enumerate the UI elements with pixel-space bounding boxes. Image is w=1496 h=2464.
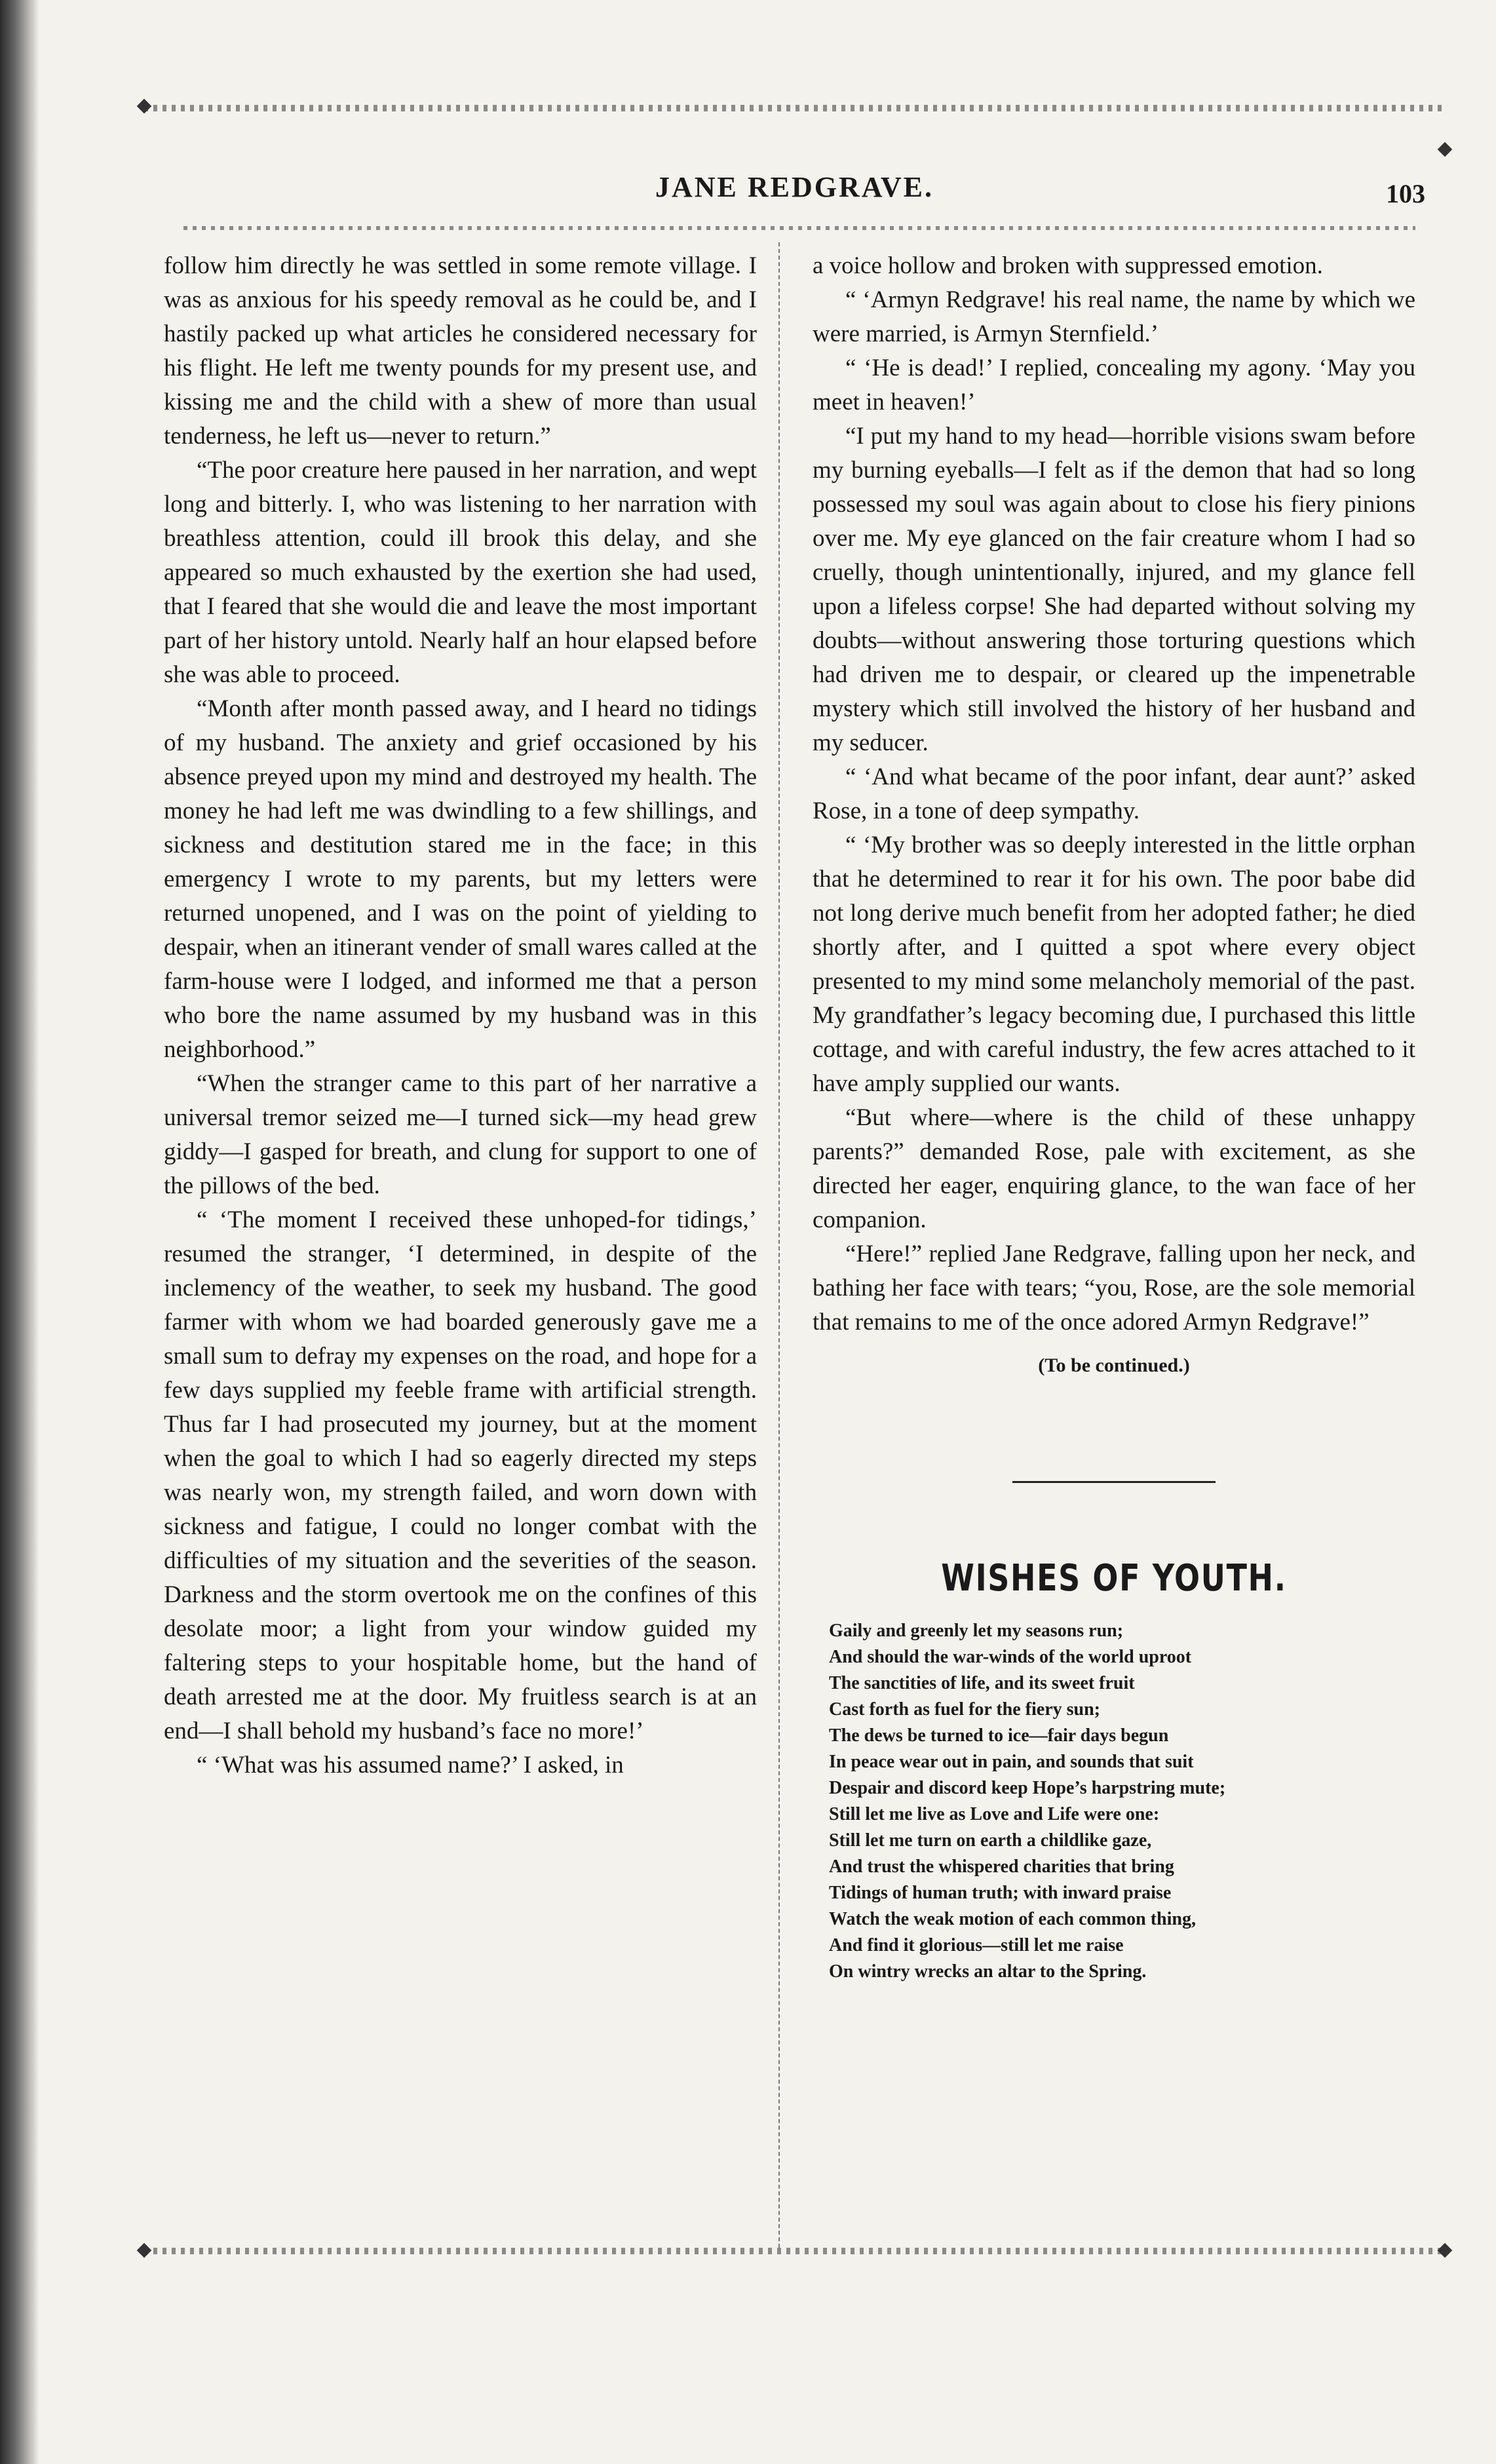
- corner-ornament-bottom-right-icon: [1438, 2243, 1453, 2258]
- poem-line: Still let me live as Love and Life were one:: [829, 1804, 1160, 1824]
- running-title: JANE REDGRAVE.: [655, 171, 934, 203]
- top-border-ornament: [144, 105, 1445, 111]
- corner-ornament-bottom-left-icon: [137, 2243, 152, 2258]
- column-divider: [778, 242, 780, 2248]
- paragraph: follow him directly he was settled in some remote village. I was as anxious for his speedy removal as he could be, and I hastily packed up what articles he considered necessary for his flight. He left me twenty pounds for my present use, and kissing me and the child with a shew of more than usual tenderness, he left us—never to return.”: [164, 252, 757, 450]
- paragraph: “ ‘He is dead!’ I replied, concealing my agony. ‘May you meet in heaven!’: [813, 355, 1415, 415]
- poem-title: WISHES OF YOUTH.: [941, 1557, 1287, 1600]
- paragraph: “ ‘Armyn Redgrave! his real name, the name by which we were married, is Armyn Sternfield.’: [813, 286, 1415, 347]
- header-rule: [183, 226, 1415, 230]
- poem-line: In peace wear out in pain, and sounds that suit: [829, 1752, 1194, 1772]
- left-column: [164, 249, 757, 1782]
- poem-line: Gaily and greenly let my seasons run;: [829, 1621, 1124, 1641]
- paragraph: “I put my hand to my head—horrible visions swam before my burning eyeballs—I felt as if the demon that had so long possessed my soul was again about to close his fiery pinions over me. My eye glanced on the fair creature whom I had so cruelly, though unintentionally, injured, and my glance fell upon a lifeless corpse! She had departed without solving my doubts—without answering those torturing questions which had driven me to despair, or cleared up the impenetrable mystery which still involved the history of her husband and my seducer.: [813, 423, 1415, 756]
- paragraph: “ ‘And what became of the poor infant, dear aunt?’ asked Rose, in a tone of deep sympathy.: [813, 763, 1415, 824]
- to-be-continued-note: (To be continued.): [1038, 1355, 1190, 1376]
- paragraph: “ ‘What was his assumed name?’ I asked, in: [197, 1752, 624, 1779]
- paragraph: “ ‘My brother was so deeply interested in the little orphan that he determined to rear it for his own. The poor babe did not long derive much benefit from her adopted father; he died shortly after, and I quitted a spot where every object presented to my mind some melancholy memorial of the past. My grandfather’s legacy becoming due, I purchased this little cottage, and with careful industry, the few acres attached to it have amply supplied our wants.: [813, 832, 1415, 1097]
- poem-line: Watch the weak motion of each common thing,: [829, 1909, 1196, 1929]
- page-edge-shadow: [0, 0, 39, 2464]
- paragraph: “Month after month passed away, and I heard no tidings of my husband. The anxiety and grief occasioned by his absence preyed upon my mind and destroyed my health. The money he had left me was dwindling to a few shillings, and sickness and destitution stared me in the face; in this emergency I wrote to my parents, but my letters were returned unopened, and I was on the point of yielding to despair, when an itinerant vender of small wares called at the farm-house were I lodged, and informed me that a person who bore the name assumed by my husband was in this neighborhood.”: [164, 695, 757, 1063]
- poem-line: And trust the whispered charities that bring: [829, 1857, 1174, 1877]
- paragraph: “When the stranger came to this part of her narrative a universal tremor seized me—I turned sick—my head grew giddy—I gasped for breath, and clung for support to one of the pillows of the bed.: [164, 1070, 757, 1199]
- poem-line: And should the war-winds of the world uproot: [829, 1647, 1192, 1667]
- paragraph: a voice hollow and broken with suppressed emotion.: [813, 252, 1323, 279]
- poem-body: [829, 1618, 1415, 1985]
- right-column: [813, 249, 1415, 1985]
- poem-line: Despair and discord keep Hope’s harpstring mute;: [829, 1778, 1226, 1798]
- poem-line: The dews be turned to ice—fair days begun: [829, 1725, 1169, 1746]
- bottom-border-ornament: [144, 2248, 1445, 2254]
- paragraph: “But where—where is the child of these unhappy parents?” demanded Rose, pale with excitement, as she directed her eager, enquiring glance, to the wan face of her companion.: [813, 1104, 1415, 1233]
- paragraph: “The poor creature here paused in her narration, and wept long and bitterly. I, who was listening to her narration with breathless attention, could ill brook this delay, and she appeared so much exhausted by the exertion she had used, that I feared that she would die and leave the most important part of her history untold. Nearly half an hour elapsed before she was able to proceed.: [164, 457, 757, 688]
- poem-line: Still let me turn on earth a childlike gaze,: [829, 1830, 1152, 1851]
- poem-line: And find it glorious—still let me raise: [829, 1935, 1124, 1955]
- paragraph: “Here!” replied Jane Redgrave, falling upon her neck, and bathing her face with tears; “you, Rose, are the sole memorial that remains to me of the once adored Armyn Redgrave!”: [813, 1241, 1415, 1336]
- page-number: 103: [1386, 179, 1425, 208]
- poem-line: The sanctities of life, and its sweet fruit: [829, 1673, 1135, 1693]
- poem-line: Tidings of human truth; with inward praise: [829, 1883, 1172, 1903]
- paragraph: “ ‘The moment I received these unhoped-for tidings,’ resumed the stranger, ‘I determined, in despite of the inclemency of the weather, to seek my husband. The good farmer with whom we had boarded generously gave me a small sum to defray my expenses on the road, and hope for a few days supplied my feeble frame with artificial strength. Thus far I had prosecuted my journey, but at the moment when the goal to which I had so eagerly directed my steps was nearly won, my strength failed, and worn down with sickness and fatigue, I could no longer combat with the difficulties of my situation and the severities of the season. Darkness and the storm overtook me on the confines of this desolate moor; a light from your window guided my faltering steps to your hospitable home, but the hand of death arrested me at the door. My fruitless search is at an end—I shall behold my husband’s face no more!’: [164, 1206, 757, 1744]
- poem-line: Cast forth as fuel for the fiery sun;: [829, 1699, 1100, 1720]
- poem-line: On wintry wrecks an altar to the Spring.: [829, 1961, 1147, 1982]
- corner-ornament-top-right-icon: [1438, 142, 1453, 157]
- section-separator: [1012, 1481, 1216, 1483]
- page-frame: [144, 105, 1445, 2254]
